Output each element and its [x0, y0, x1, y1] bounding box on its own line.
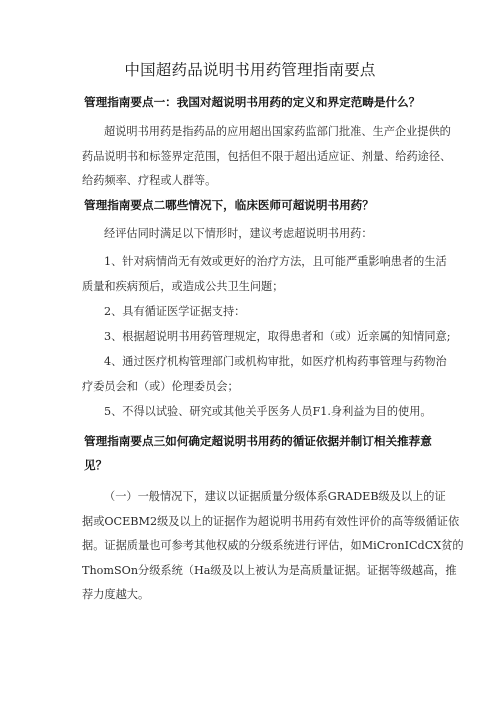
paragraph-line: 据或OCEBM2级及以上的证据作为超说明书用药有效性评价的高等级循证依 [82, 514, 460, 528]
section-2-item-2 [82, 300, 432, 325]
section-2-item-5 [82, 400, 432, 425]
section-2-heading: 管理指南要点二哪些情况下，临床医师可超说明书用药？ [84, 198, 374, 212]
paragraph-line: 质量和疾病预后，或造成公共卫生问题； [82, 279, 284, 293]
paragraph-line: 3、根据超说明书用药管理规定，取得患者和（或）近亲属的知情同意; [104, 330, 451, 343]
paragraph-line: ThomSOn分级系统（Ha级及以上被认为是高质量证据。证据等级越高，推 [82, 563, 457, 577]
paragraph-line: 据。证据质量也可参考其他权威的分级系统进行评估，如MiCronICdCX贫的 [82, 539, 464, 552]
paragraph-line: 5、不得以试验、研究或其他关乎医务人员F1.身利益为目的使用。 [104, 405, 432, 418]
section-2-intro [82, 222, 432, 247]
paragraph-line: （一）一般情况下，建议以证据质量分级体系GRADEB级及以上的证 [104, 490, 446, 503]
paragraph-line: 2、具有循证医学证据支持： [104, 305, 246, 318]
paragraph-line: 荐力度越大。 [82, 588, 150, 601]
section-1-paragraph [82, 120, 452, 194]
document-title: 中国超药品说明书用药管理指南要点 [124, 61, 376, 79]
section-2-item-4 [82, 350, 447, 399]
section-3-paragraph [82, 485, 464, 608]
paragraph-line: 疗委员会和（或）伦理委员会； [82, 379, 239, 393]
heading-line: 管理指南要点三如何确定超说明书用药的循证依据并制订相关推荐意 [84, 434, 432, 448]
paragraph-line: 给药频率、疗程或人群等。 [82, 174, 217, 187]
paragraph-line: 超说明书用药是指药品的应用超出国家药监部门批准、生产企业提供的 [104, 125, 451, 138]
section-1-heading: 管理指南要点一：我国对超说明书用药的定义和界定范畴是什么？ [84, 95, 421, 109]
section-3-heading [84, 429, 434, 477]
paragraph-line: 1、针对病情尚无有效或更好的治疗方法，且可能严重影响患者的生活 [104, 255, 447, 268]
paragraph-line: 经评估同时满足以下情形时，建议考虑超说明书用药： [104, 227, 373, 240]
section-2-item-3 [82, 325, 451, 350]
heading-line: 见？ [84, 458, 108, 472]
section-2-item-1 [82, 250, 447, 299]
paragraph-line: 药品说明书和标签界定范围，包括但不限于超出适应证、剂量、给药途径、 [82, 149, 452, 163]
paragraph-line: 4、通过医疗机构管理部门或机构审批，如医疗机构药事管理与药物治 [104, 355, 447, 368]
